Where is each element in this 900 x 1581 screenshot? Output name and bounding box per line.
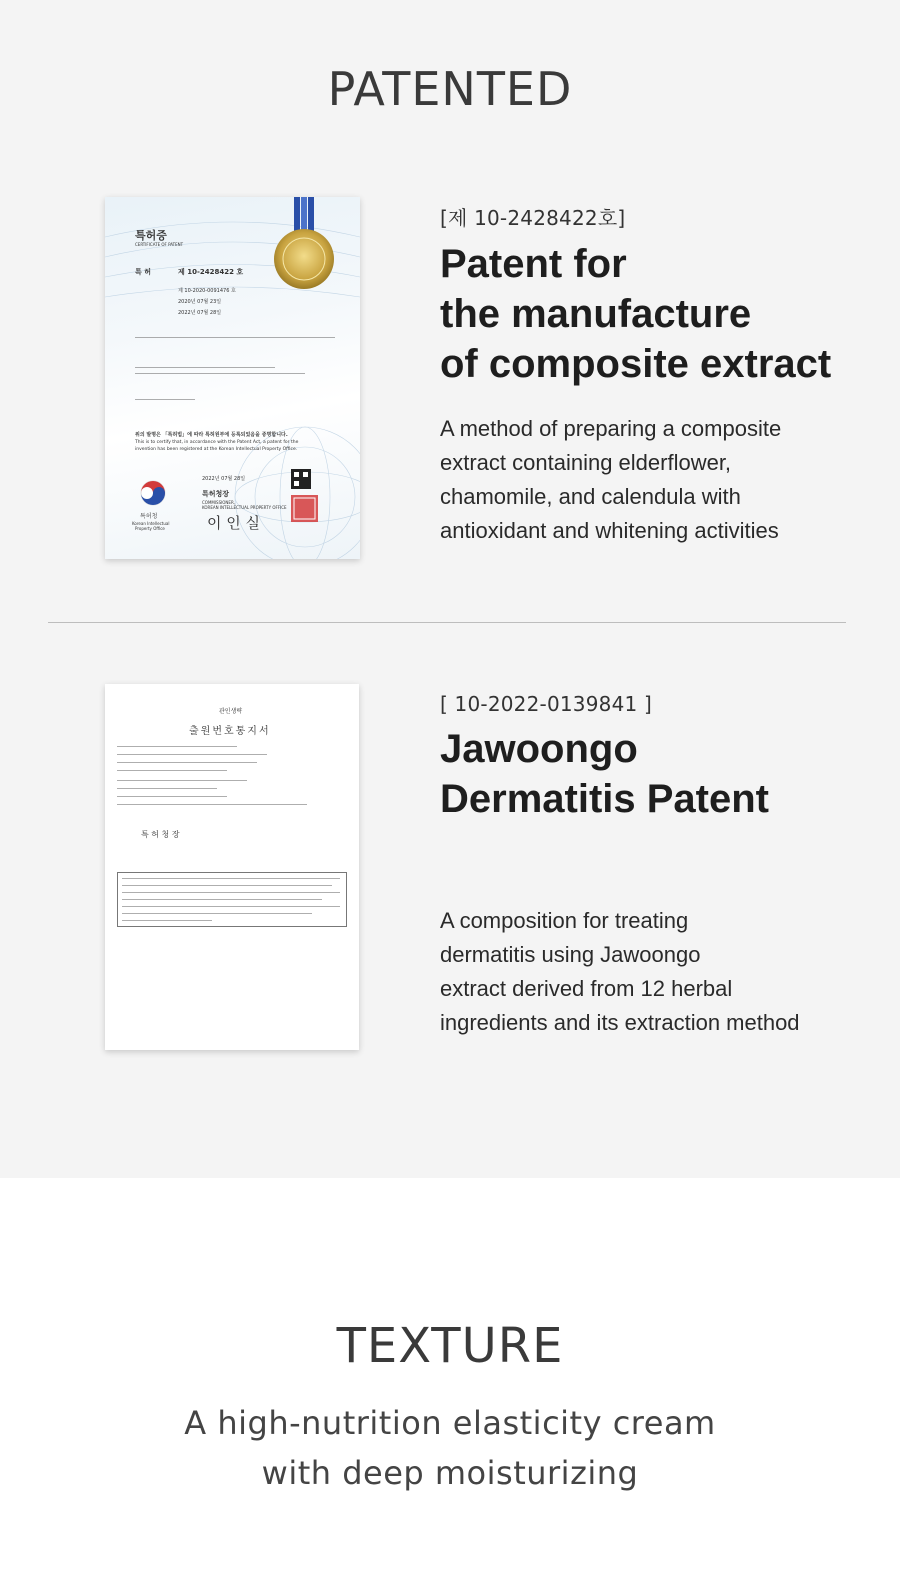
patent-1-title-line: of composite extract — [440, 342, 832, 386]
patent-2-title-line: Dermatitis Patent — [440, 777, 769, 821]
notice-box-line — [122, 899, 322, 900]
cert-app-date: 2020년 07월 23일 — [178, 299, 222, 305]
patent-2-number: [ 10-2022-0139841 ] — [440, 692, 652, 716]
patent-notice-image — [105, 684, 359, 1050]
patent-1-desc-line: chamomile, and calendula with — [440, 484, 741, 509]
cert-text-line — [135, 337, 335, 338]
cert-reg-date: 2022년 07월 28일 — [178, 310, 222, 316]
patent-2-title-line: Jawoongo — [440, 727, 638, 771]
section-divider — [48, 622, 846, 623]
cert-text-line — [135, 399, 195, 400]
notice-text-line — [117, 762, 257, 763]
patent-1-description — [440, 412, 860, 548]
cert-logo-sub-1: Korean Intellectual — [132, 521, 170, 526]
cert-text-line — [135, 373, 305, 374]
cert-number-label: 특 허 — [135, 268, 151, 276]
notice-box-line — [122, 878, 340, 879]
cert-office: 특허청장 — [202, 490, 230, 498]
cert-statement-ko: 위의 발명은 「특허법」에 따라 특허원부에 등록되었음을 증명합니다. — [135, 432, 288, 438]
patent-2-desc-line: extract derived from 12 herbal — [440, 976, 733, 1001]
cert-statement-en-1: This is to certify that, in accordance with the Patent Act, a patent for the — [135, 440, 299, 445]
notice-text-line — [117, 780, 247, 781]
patent-1-title-line: the manufacture — [440, 292, 752, 336]
patent-2-title — [440, 724, 860, 824]
notice-text-line — [117, 754, 267, 755]
notice-text-line — [117, 788, 217, 789]
patent-1-info — [440, 202, 860, 389]
notice-footer: 특 허 청 장 — [141, 830, 180, 839]
patent-2-desc-line: dermatitis using Jawoongo — [440, 942, 701, 967]
patent-1-desc-line: A method of preparing a composite — [440, 416, 782, 441]
notice-box-line — [122, 906, 340, 907]
notice-text-line — [117, 746, 237, 747]
cert-text-line — [135, 367, 275, 368]
cert-date: 2022년 07월 28일 — [202, 476, 246, 482]
notice-box-line — [122, 920, 212, 921]
cert-heading: 특허증 — [135, 229, 167, 242]
notice-text-line — [117, 796, 227, 797]
cert-number-value: 제 10-2428422 호 — [178, 268, 244, 276]
notice-text-line — [117, 804, 307, 805]
notice-heading: 출원번호통지서 — [189, 726, 271, 737]
patented-title: PATENTED — [327, 62, 573, 116]
cert-statement-en-2: invention has been registered at the Korean Intellectual Property Office. — [135, 447, 298, 452]
cert-signature: 이 인 실 — [207, 514, 261, 532]
notice-box-line — [122, 913, 312, 914]
patent-2-info — [440, 692, 860, 824]
texture-title: TEXTURE — [336, 1318, 564, 1374]
texture-subtitle-line: with deep moisturizing — [261, 1454, 639, 1492]
cert-office-en-2: KOREAN INTELLECTUAL PROPERTY OFFICE — [202, 505, 287, 510]
patent-1-desc-line: antioxidant and whitening activities — [440, 518, 779, 543]
cert-subheading: CERTIFICATE OF PATENT — [135, 242, 184, 247]
cert-office-en-1: COMMISSIONER, — [202, 500, 235, 505]
cert-app-number: 제 10-2020-0091476 호 — [178, 288, 236, 294]
notice-text-line — [117, 770, 227, 771]
patent-2-description — [440, 904, 860, 1040]
cert-logo-text: 특허청 — [140, 513, 158, 520]
patent-2-desc-line: ingredients and its extraction method — [440, 1010, 800, 1035]
notice-box-line — [122, 885, 332, 886]
patent-1-title-line: Patent for — [440, 242, 627, 286]
patent-certificate-image — [105, 197, 360, 559]
notice-top-label: 관인생략 — [219, 708, 243, 715]
texture-subtitle-line: A high-nutrition elasticity cream — [184, 1404, 716, 1442]
notice-info-box — [117, 872, 347, 927]
cert-logo-sub-2: Property Office — [135, 526, 165, 531]
texture-subtitle — [0, 1398, 900, 1498]
patent-1-number: [제 10-2428422호] — [440, 206, 626, 230]
patent-1-desc-line: extract containing elderflower, — [440, 450, 732, 475]
notice-box-line — [122, 892, 340, 893]
patent-1-title — [440, 239, 860, 389]
patent-2-desc-line: A composition for treating — [440, 908, 689, 933]
